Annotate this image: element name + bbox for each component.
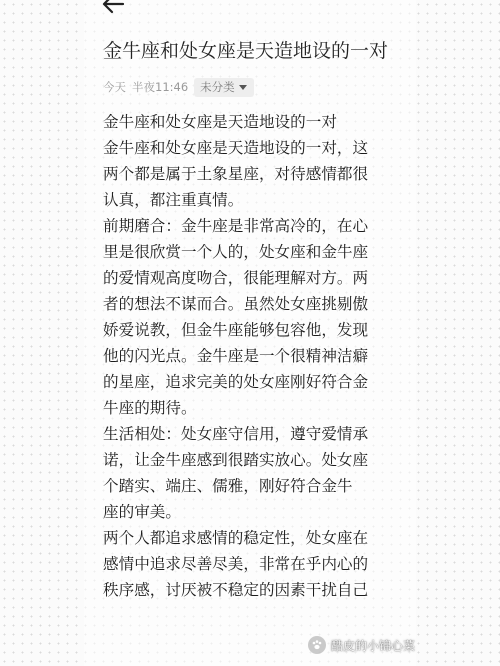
paragraph-5 bbox=[103, 525, 403, 603]
text-line: 者的想法不谋而合。虽然处女座挑剔傲 bbox=[103, 295, 369, 313]
text-line: 秩序感，讨厌被不稳定的因素干扰自己 bbox=[103, 581, 369, 599]
back-button[interactable] bbox=[98, 0, 130, 18]
paragraph-1 bbox=[103, 109, 403, 135]
text-line: 里是很欣赏一个人的，处女座和金牛座 bbox=[103, 243, 369, 261]
note-time: 半夜11:46 bbox=[132, 80, 189, 94]
text-line: 认真，都注重真情。 bbox=[103, 191, 244, 209]
text-line: 两个都是属于土象星座，对待感情都很 bbox=[103, 165, 369, 183]
note-body[interactable] bbox=[103, 109, 403, 603]
category-label: 未分类 bbox=[200, 80, 235, 94]
text-line: 金牛座和处女座是天造地设的一对，这 bbox=[103, 139, 369, 157]
caret-down-icon bbox=[239, 85, 247, 90]
text-line: 牛座的期待。 bbox=[103, 399, 197, 417]
text-line: 座的审美。 bbox=[103, 503, 181, 521]
paragraph-2 bbox=[103, 135, 403, 213]
text-line: 娇爱说教，但金牛座能够包容他，发现 bbox=[103, 321, 369, 339]
category-dropdown[interactable] bbox=[194, 78, 254, 97]
watermark bbox=[308, 634, 415, 656]
watermark-text: 酷皮的小锦心菜 bbox=[331, 638, 416, 653]
text-line: 诺，让金牛座感到很踏实放心。处女座 bbox=[103, 451, 369, 469]
note-title[interactable]: 金牛座和处女座是天造地设的一对 bbox=[103, 40, 389, 62]
text-line: 生活相处：处女座守信用，遵守爱情承 bbox=[103, 425, 369, 443]
note-date: 今天 bbox=[103, 80, 126, 94]
text-line: 感情中追求尽善尽美，非常在乎内心的 bbox=[103, 555, 369, 573]
paw-icon bbox=[308, 636, 326, 654]
paragraph-3 bbox=[103, 213, 403, 421]
paragraph-4 bbox=[103, 421, 403, 525]
text-line: 的爱情观高度吻合，很能理解对方。两 bbox=[103, 269, 369, 287]
text-line: 他的闪光点。金牛座是一个很精神洁癖 bbox=[103, 347, 369, 365]
text-line: 金牛座和处女座是天造地设的一对 bbox=[103, 113, 337, 131]
text-line: 两个人都追求感情的稳定性，处女座在 bbox=[103, 529, 369, 547]
note-meta bbox=[103, 77, 254, 97]
text-line: 前期磨合：金牛座是非常高冷的，在心 bbox=[103, 217, 369, 235]
text-line: 个踏实、端庄、儒雅，刚好符合金牛 bbox=[103, 477, 353, 495]
text-line: 的星座，追求完美的处女座刚好符合金 bbox=[103, 373, 369, 391]
arrow-left-icon bbox=[101, 0, 127, 15]
